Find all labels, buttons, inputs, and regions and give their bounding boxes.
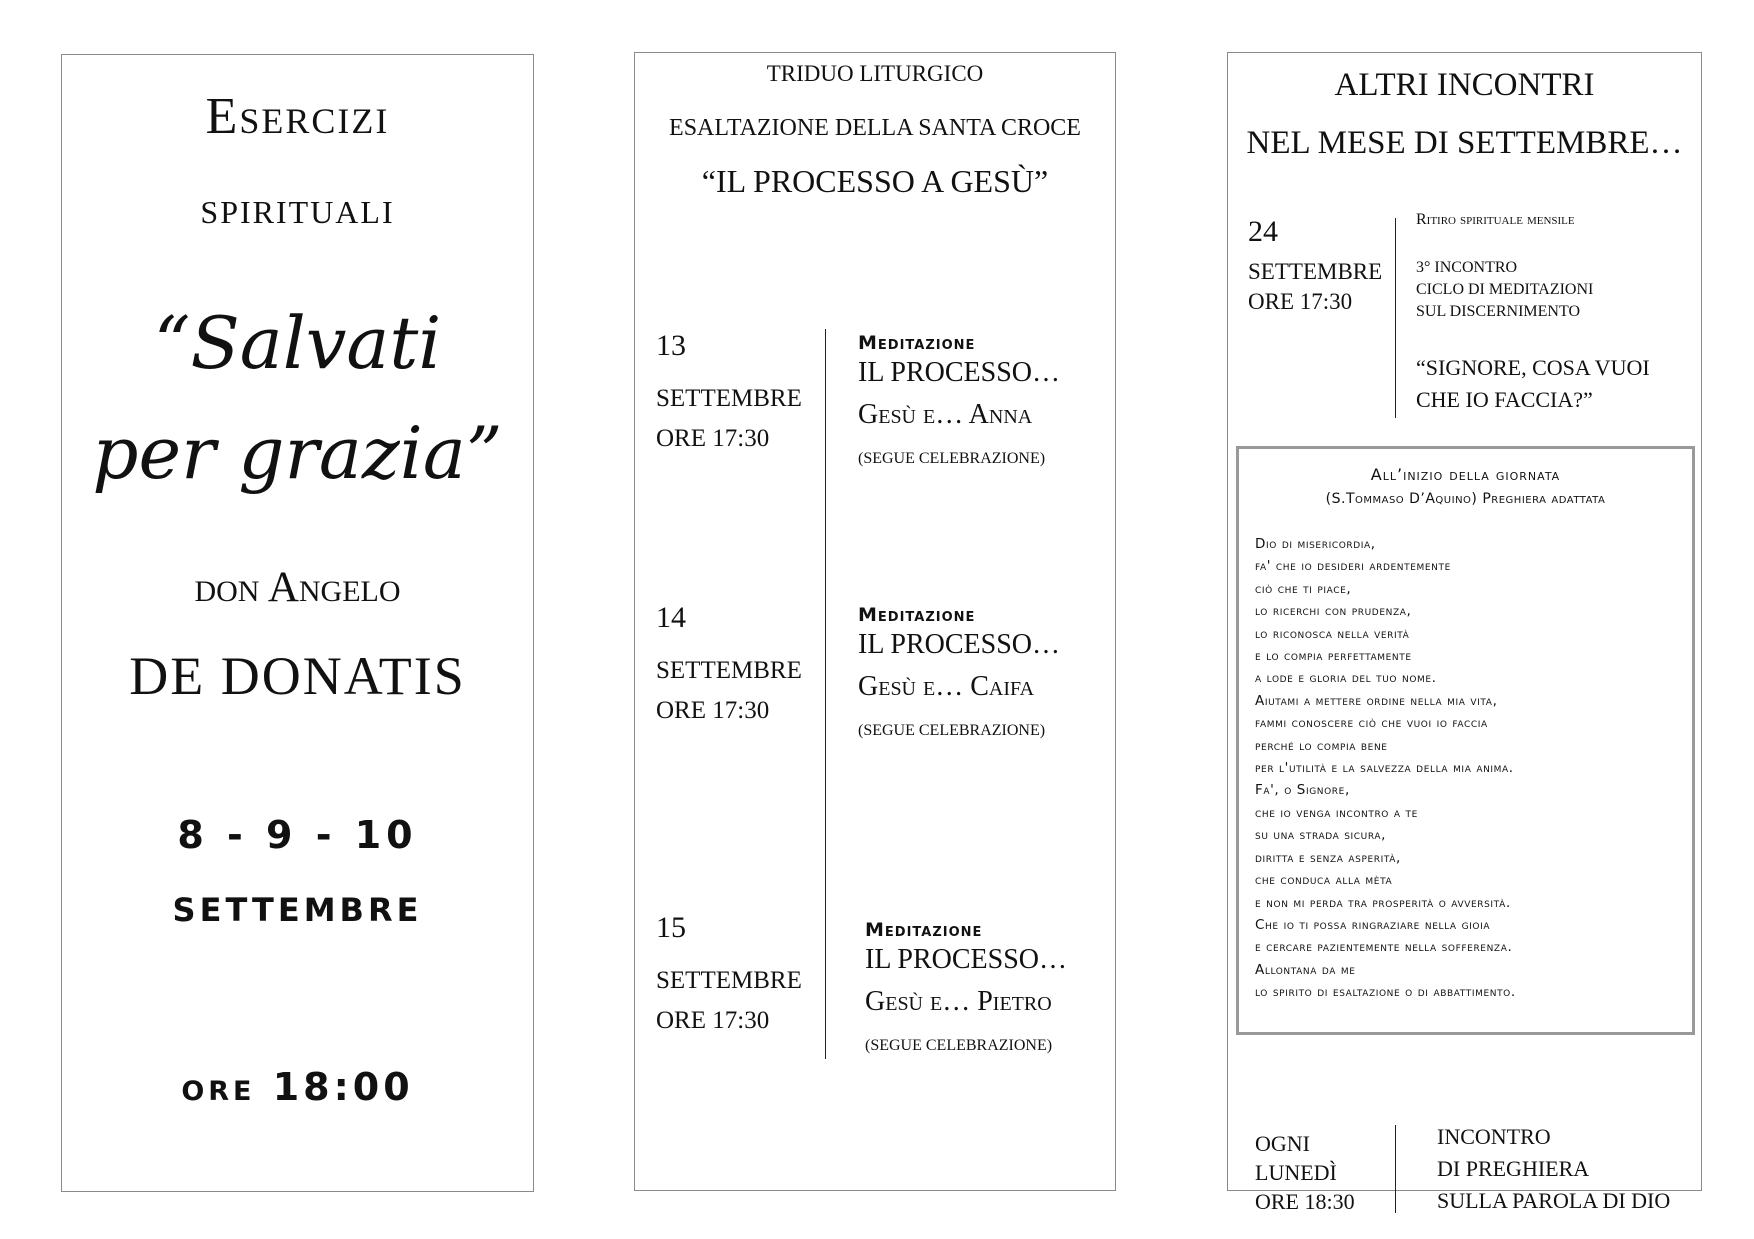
theme-header: “IL PROCESSO A GESÙ” [701, 163, 1049, 199]
other-meetings-header: ALTRI INCONTRI [1334, 67, 1595, 103]
meeting-title: IL PROCESSO… [858, 629, 1061, 660]
dates: 8 - 9 - 10 [177, 813, 418, 857]
retreat-line: 3° INCONTRO [1416, 259, 1518, 276]
meeting-note: (SEGUE CELEBRAZIONE) [858, 450, 1046, 467]
meeting-name: Gesù e… Caifa [858, 671, 1035, 702]
prayer-line: fa' che io desideri ardentemente [1255, 558, 1451, 575]
meeting-month: SETTEMBRE [656, 967, 802, 994]
prayer-line: a lode e gloria del tuo nome. [1255, 670, 1437, 687]
prayer-line: fammi conoscere ciò che vuoi io faccia [1255, 715, 1488, 732]
title-line-1: Esercizi [205, 88, 390, 145]
subtitle-line-2: per grazia” [92, 411, 503, 495]
month-header: NEL MESE DI SETTEMBRE… [1246, 125, 1683, 161]
prayer-title: All’inizio della giornata [1370, 465, 1561, 484]
prayer-line: Allontana da me [1255, 961, 1356, 978]
prayer-line: Fa', o Signore, [1255, 782, 1350, 799]
meeting-kind: Meditazione [858, 332, 976, 354]
retreat-quote: “SIGNORE, COSA VUOI [1416, 355, 1650, 380]
triduum-header: TRIDUO LITURGICO [766, 61, 984, 86]
prayer-line: perché lo compia bene [1255, 737, 1388, 754]
meeting-day: 14 [656, 601, 686, 634]
prayer-line: su una strada sicura, [1255, 827, 1387, 844]
prayer-line: Dio di misericordia, [1255, 536, 1376, 552]
weekly-when [1255, 1129, 1355, 1216]
divider-line [1395, 1125, 1396, 1213]
meeting-name: Gesù e… Pietro [865, 986, 1052, 1017]
meeting-note: (SEGUE CELEBRAZIONE) [865, 1037, 1053, 1054]
meeting-time: ORE 17:30 [656, 1007, 770, 1034]
month: SETTEMBRE [172, 891, 423, 929]
prayer-box [1236, 446, 1695, 1035]
meeting-name: Gesù e… Anna [858, 399, 1033, 430]
weekly-what-line: INCONTRO [1437, 1124, 1551, 1149]
meeting-day: 15 [656, 911, 686, 944]
prayer-line: ciò che ti piace, [1255, 580, 1352, 597]
meeting-title: IL PROCESSO… [858, 357, 1061, 388]
divider-line [825, 329, 826, 1059]
prayer-line: lo riconosca nella verità [1255, 625, 1410, 642]
meeting-month: SETTEMBRE [656, 657, 802, 684]
title-line-2: spirituali [200, 182, 395, 233]
prayer-line: per l'utilità e la salvezza della mia anima. [1255, 760, 1514, 777]
speaker-line-1: don Angelo [194, 564, 401, 611]
prayer-line: che io venga incontro a te [1255, 804, 1418, 821]
panel-spiritual-exercises [61, 54, 534, 1192]
prayer-text [1255, 533, 1516, 1004]
weekly-when-line: ORE 18:30 [1255, 1189, 1355, 1214]
weekly-what-line: DI PREGHIERA [1437, 1156, 1590, 1181]
prayer-line: Che io ti possa ringraziare nella gioia [1255, 916, 1491, 933]
meeting-month: SETTEMBRE [656, 385, 802, 412]
meeting-kind: Meditazione [865, 919, 983, 941]
weekly-what [1437, 1121, 1670, 1217]
panel-other-meetings [1227, 52, 1702, 1214]
feast-header: ESALTAZIONE DELLA SANTA CROCE [669, 115, 1081, 141]
retreat-line: SUL DISCERNIMENTO [1416, 303, 1581, 320]
meeting-time: ORE 17:30 [656, 697, 770, 724]
meeting-note: (SEGUE CELEBRAZIONE) [858, 722, 1046, 739]
speaker-line-2: DE DONATIS [129, 646, 466, 706]
prayer-line: lo spirito di esaltazione o di abbattimento. [1255, 984, 1516, 1001]
subtitle-line-1: “Salvati [153, 301, 442, 385]
retreat-month: SETTEMBRE [1248, 259, 1383, 284]
retreat-title: Ritiro spirituale mensile [1416, 211, 1575, 228]
retreat-day: 24 [1248, 215, 1278, 248]
prayer-line: diritta e senza asperità, [1255, 849, 1401, 866]
panel-triduum [634, 52, 1116, 1191]
meeting-kind: Meditazione [858, 604, 976, 626]
retreat-line: CICLO DI MEDITAZIONI [1416, 281, 1594, 298]
weekly-what-line: SULLA PAROLA DI DIO [1437, 1188, 1671, 1213]
prayer-line: lo ricerchi con prudenza, [1255, 603, 1412, 620]
prayer-line: e cercare pazientemente nella sofferenza. [1255, 939, 1513, 956]
meeting-day: 13 [656, 329, 686, 362]
retreat-quote: CHE IO FACCIA?” [1416, 387, 1593, 412]
divider-line [1395, 218, 1396, 418]
weekly-when-line: OGNI [1255, 1131, 1310, 1156]
meeting-title: IL PROCESSO… [865, 944, 1068, 975]
prayer-line: e lo compia perfettamente [1255, 648, 1412, 665]
retreat-time: ORE 17:30 [1248, 289, 1353, 314]
prayer-line: Aiutami a mettere ordine nella mia vita, [1255, 692, 1498, 709]
prayer-line: che conduca alla mèta [1255, 872, 1393, 889]
weekly-when-line: LUNEDÌ [1255, 1160, 1337, 1185]
meeting-time: ORE 17:30 [656, 425, 770, 452]
prayer-subtitle: (S.Tommaso D’Aquino) Preghiera adattata [1325, 491, 1606, 507]
prayer-line: e non mi perda tra prosperità o avversità. [1255, 894, 1511, 911]
time: ore 18:00 [181, 1065, 414, 1109]
